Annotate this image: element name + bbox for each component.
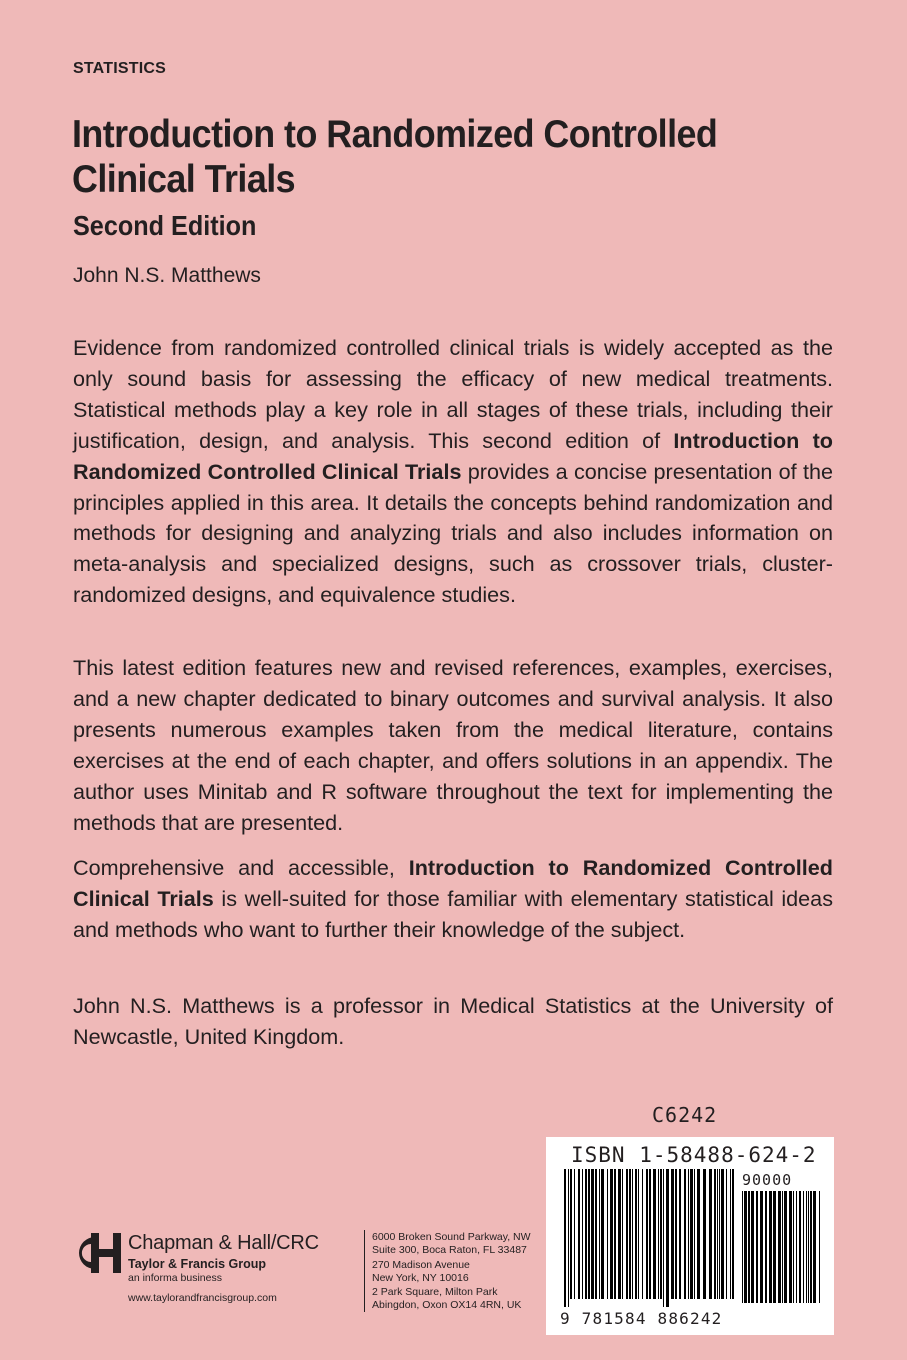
- description-paragraph-3: [73, 853, 833, 946]
- address-line: Abingdon, Oxon OX14 4RN, UK: [372, 1298, 522, 1311]
- author-bio-paragraph: John N.S. Matthews is a professor in Medical Statistics at the University of Newcastle, United Kingdom.: [73, 993, 833, 1049]
- main-barcode-icon: [564, 1169, 734, 1311]
- price-code: 90000: [742, 1171, 793, 1189]
- barcode-block: [546, 1137, 834, 1335]
- description-paragraph-1: [73, 333, 833, 611]
- address-florida: [372, 1231, 531, 1256]
- ean-number: 9 781584 886242: [560, 1309, 723, 1328]
- book-title: Introduction to Randomized Controlled Clinical Trials: [72, 113, 718, 201]
- address-line: 6000 Broken Sound Parkway, NW: [372, 1231, 531, 1243]
- address-line: New York, NY 10016: [372, 1271, 469, 1284]
- address-line: 270 Madison Avenue: [372, 1259, 470, 1271]
- p3-title-bold: Introduction to Randomized Controlled Clinical Trials: [73, 855, 833, 911]
- address-line: Suite 300, Boca Raton, FL 33487: [372, 1243, 527, 1256]
- publisher-name: Chapman & Hall/CRC: [128, 1232, 319, 1254]
- address-line: 2 Park Square, Milton Park: [372, 1286, 498, 1298]
- publisher-website: www.taylorandfrancisgroup.com: [128, 1292, 277, 1304]
- author-name: John N.S. Matthews: [73, 264, 261, 287]
- edition-label: Second Edition: [73, 210, 257, 241]
- p1-text-c: provides a concise presentation of the principles applied in this area. It details the concepts behind randomization and methods for designing and analyzing trials and also includes information on meta-analysis and specialized designs, such as crossover trials, cluster-randomized designs, and equivalence studies.: [73, 458, 833, 608]
- p1-title-bold: Introduction to Randomized Controlled Clinical Trials: [73, 427, 833, 484]
- p3-text-a: Comprehensive and accessible,: [73, 855, 409, 880]
- address-divider: [364, 1230, 365, 1312]
- address-new-york: [372, 1259, 470, 1284]
- isbn-text: ISBN 1-58488-624-2: [571, 1143, 817, 1167]
- catalog-code: C6242: [652, 1103, 718, 1127]
- ch-monogram-icon: [69, 1229, 123, 1277]
- publisher-group: Taylor & Francis Group: [128, 1257, 266, 1271]
- address-uk: [372, 1286, 521, 1311]
- description-paragraph-2: This latest edition features new and revised references, examples, exercises, and a new chapter dedicated to binary outcomes and survival analysis. It also presents numerous examples taken from the medical literature, contains exercises at the end of each chapter, and offers solutions in an appendix. The author uses Minitab and R software throughout the text for implementing the methods that are presented.: [73, 655, 833, 835]
- p3-text-c: is well-suited for those familiar with elementary statistical ideas and methods who want to further their knowledge of the subject.: [73, 885, 833, 942]
- p1-text-a: Evidence from randomized controlled clinical trials is widely accepted as the only sound basis for assessing the efficacy of new medical treatments. Statistical methods play a key role in all stages of these trials, including their justification, design, and analysis. This second edition of: [73, 335, 833, 453]
- publisher-tagline: an informa business: [128, 1272, 222, 1284]
- category-label: STATISTICS: [73, 60, 166, 77]
- addon-barcode-icon: [742, 1191, 820, 1311]
